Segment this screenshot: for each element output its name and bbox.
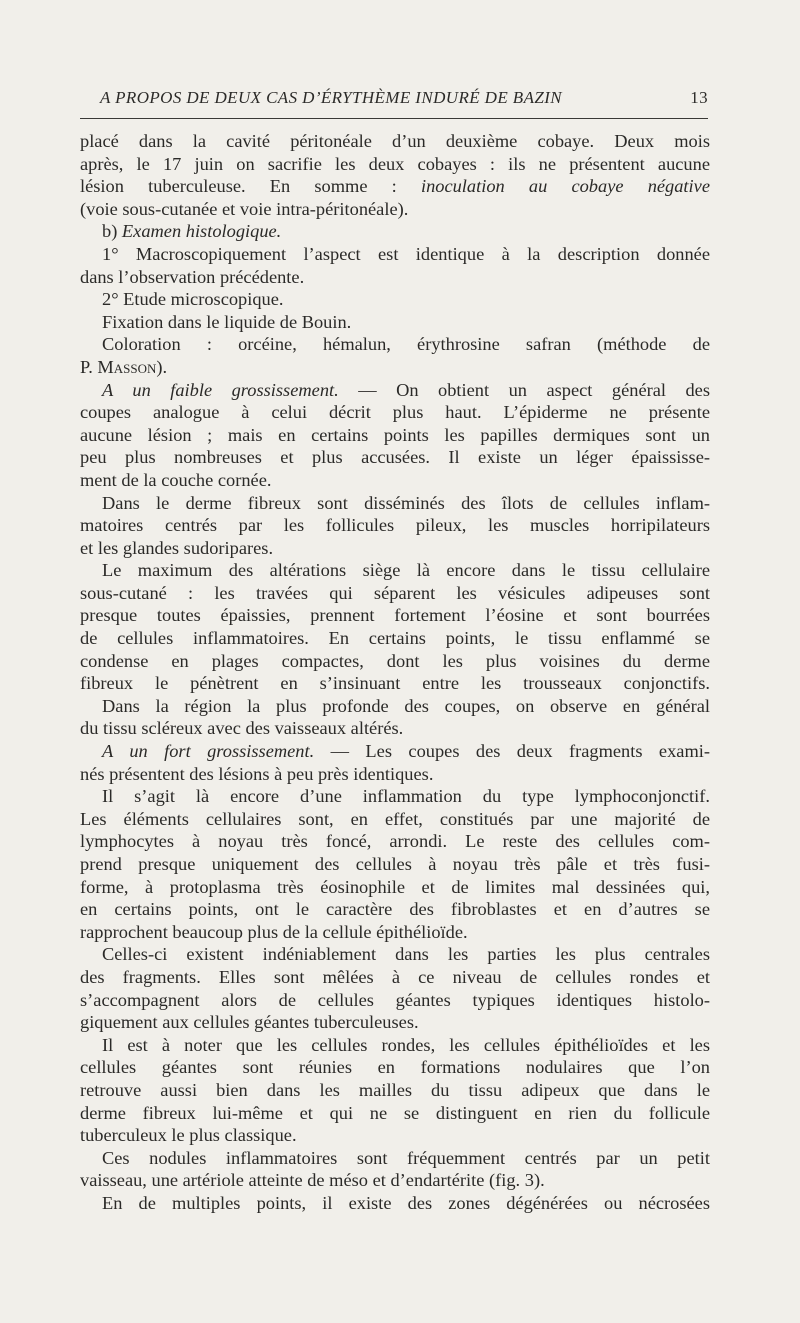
text-run: ment de la couche cornée. [80,469,272,490]
text-run: vaisseau, une artériole atteinte de méso et d’endartérite (fig. 3). [80,1170,545,1191]
text-run: tuberculeux le plus classique. [80,1125,297,1146]
text-run: et les glandes sudoripares. [80,537,274,558]
text-line [80,175,710,198]
text-run: — On obtient un aspect général des [338,379,710,400]
text-line [80,379,710,402]
text-line [80,1192,710,1215]
text-run: Les éléments cellulaires sont, en effet, constitués par une majorité de [80,808,710,829]
text-line [80,559,710,582]
text-line [80,311,710,334]
text-line [80,582,710,605]
text-run: 1° Macroscopiquement l’aspect est identique à la description donnée [102,243,710,264]
text-line [80,650,710,673]
text-line [80,763,710,786]
text-run: (voie sous-cutanée et voie intra-péritonéale). [80,198,409,219]
text-line [80,695,710,718]
text-run: en certains points, ont le caractère des fibroblastes et en d’autres se [80,899,710,920]
text-line [80,1124,710,1147]
text-line [80,808,710,831]
text-line [80,492,710,515]
text-line [80,853,710,876]
text-run: rapprochent beaucoup plus de la cellule épithélioïde. [80,921,468,942]
text-line [80,830,710,853]
text-line [80,1169,710,1192]
text-run: A un faible grossissement. [102,379,339,400]
text-line [80,537,710,560]
text-run: giquement aux cellules géantes tuberculeuses. [80,1012,419,1033]
text-line [80,1147,710,1170]
text-line [80,288,710,311]
text-run: coupes analogue à celui décrit plus haut. L’épiderme ne présente [80,402,710,423]
text-run: de cellules inflammatoires. En certains points, le tissu enflammé se [80,628,710,649]
text-run: sous-cutané : les travées qui séparent les vésicules adipeuses sont [80,582,710,603]
text-line [80,469,710,492]
text-line [80,1056,710,1079]
text-line [80,356,710,379]
text-line [80,604,710,627]
text-run: retrouve aussi bien dans les mailles du tissu adipeux que dans le [80,1079,710,1100]
text-run: aucune lésion ; mais en certains points les papilles dermiques sont un [80,424,710,445]
text-run: des fragments. Elles sont mêlées à ce niveau de cellules rondes et [80,966,710,987]
text-line [80,1034,710,1057]
text-line [80,401,710,424]
text-line [80,966,710,989]
text-run: Fixation dans le liquide de Bouin. [102,311,352,332]
text-line [80,627,710,650]
text-line [80,424,710,447]
text-line [80,333,710,356]
running-title: A PROPOS DE DEUX CAS D’ÉRYTHÈME INDURÉ DE BAZIN [100,88,563,107]
text-run: forme, à protoplasma très éosinophile et de limites mal dessinées qui, [80,876,710,897]
text-run: lymphocytes à noyau très foncé, arrondi. Le reste des cellules com- [80,831,710,852]
text-run: dans l’observation précédente. [80,266,305,287]
text-run: Celles-ci existent indéniablement dans les parties les plus centrales [102,944,710,965]
text-run: Coloration : orcéine, hémalun, érythrosine safran (méthode de [102,334,710,355]
text-line [80,266,710,289]
text-run: En de multiples points, il existe des zones dégénérées ou nécrosées [102,1192,710,1213]
text-run: après, le 17 juin on sacrifie les deux cobayes : ils ne présentent aucune [80,153,710,174]
text-line [80,243,710,266]
text-run: s’accompagnent alors de cellules géantes typiques identiques histolo- [80,989,710,1010]
text-run: Examen histologique. [121,221,282,242]
text-line [80,717,710,740]
text-run: P. [80,356,98,377]
text-run: cellules géantes sont réunies en formations nodulaires que l’on [80,1057,710,1078]
body-text [80,130,710,1215]
text-line [80,1011,710,1034]
text-run: matoires centrés par les follicules pileux, les muscles horripilateurs [80,515,710,536]
text-line [80,153,710,176]
text-run: du tissu scléreux avec des vaisseaux altérés. [80,718,404,739]
text-run: condense en plages compactes, dont les plus voisines du derme [80,650,710,671]
text-line [80,921,710,944]
text-run: lésion tuberculeuse. En somme : [80,176,421,197]
text-run: inoculation au cobaye négative [420,176,710,197]
text-line [80,1102,710,1125]
text-run: — Les coupes des deux fragments exami- [314,741,710,762]
text-run: Masson [97,356,157,377]
text-run: Le maximum des altérations siège là encore dans le tissu cellulaire [102,560,710,581]
header-rule [80,118,708,119]
text-run: peu plus nombreuses et plus accusées. Il existe un léger épaississe- [80,447,710,468]
text-line [80,785,710,808]
text-run: Il s’agit là encore d’une inflammation du type lymphoconjonctif. [102,786,710,807]
text-run: presque toutes épaissies, prennent fortement l’éosine et sont bourrées [80,605,710,626]
text-run: b) [102,221,122,242]
text-line [80,876,710,899]
text-run: 2° Etude microscopique. [102,289,284,310]
text-line [80,943,710,966]
text-line [80,989,710,1012]
text-run: Dans la région la plus profonde des coupes, on observe en général [102,695,710,716]
text-run: nés présentent des lésions à peu près identiques. [80,763,434,784]
text-run: A un fort grossissement. [102,741,315,762]
text-run: Il est à noter que les cellules rondes, les cellules épithélioïdes et les [102,1034,710,1055]
running-head [80,88,708,112]
text-run: ). [156,356,168,377]
page-number: 13 [690,88,708,107]
text-line [80,1079,710,1102]
text-line [80,898,710,921]
text-run: derme fibreux lui-même et qui ne se distinguent en rien du follicule [80,1102,710,1123]
text-line [80,130,710,153]
text-line [80,672,710,695]
text-line [80,446,710,469]
text-line [80,740,710,763]
text-line [80,220,710,243]
text-run: prend presque uniquement des cellules à noyau très pâle et très fusi- [80,854,710,874]
text-run: Ces nodules inflammatoires sont fréquemment centrés par un petit [102,1147,710,1168]
text-run: Dans le derme fibreux sont disséminés des îlots de cellules inflam- [102,492,710,513]
text-run: fibreux le pénètrent en s’insinuant entre les trousseaux conjonctifs. [80,673,710,694]
text-run: placé dans la cavité péritonéale d’un deuxième cobaye. Deux mois [80,131,710,151]
text-line [80,514,710,537]
text-line [80,198,710,221]
